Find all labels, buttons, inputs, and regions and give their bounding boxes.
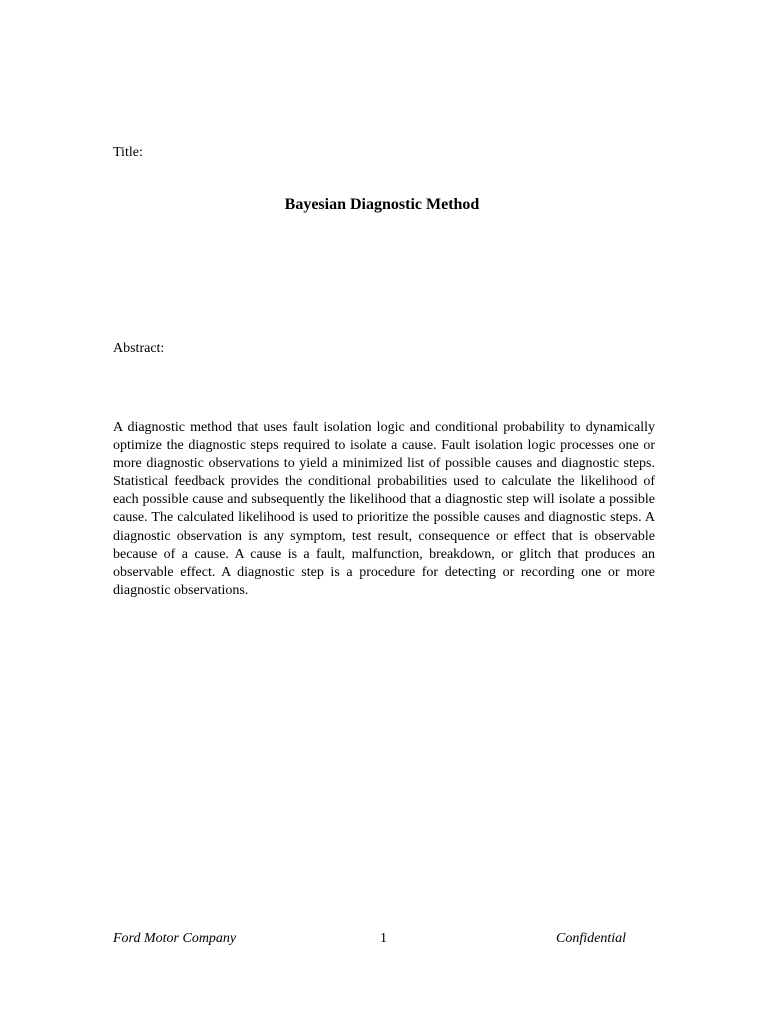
footer-classification: Confidential — [556, 931, 626, 946]
abstract-label: Abstract: — [113, 341, 165, 356]
document-title: Bayesian Diagnostic Method — [284, 196, 480, 213]
abstract-paragraph: A diagnostic method that uses fault isolation logic and conditional probability to dynamically optimize the diagnostic steps required to isolate a cause. Fault isolation logic processes one or more diagnostic observations to yield a minimized list of possible causes and diagnostic steps. Statistical feedback provides the conditional probabilities used to calculate the likelihood of each possible cause and subsequently the likelihood that a diagnostic step will isolate a possible cause. The calculated likelihood is used to prioritize the possible causes and diagnostic steps. A diagnostic observation is any symptom, test result, consequence or effect that is observable because of a cause. A cause is a fault, malfunction, breakdown, or glitch that produces an observable effect. A diagnostic step is a procedure for detecting or recording one or more diagnostic observations. — [113, 420, 655, 598]
footer-page-number: 1 — [380, 931, 387, 946]
footer-company: Ford Motor Company — [113, 931, 237, 946]
title-label: Title: — [113, 145, 143, 160]
